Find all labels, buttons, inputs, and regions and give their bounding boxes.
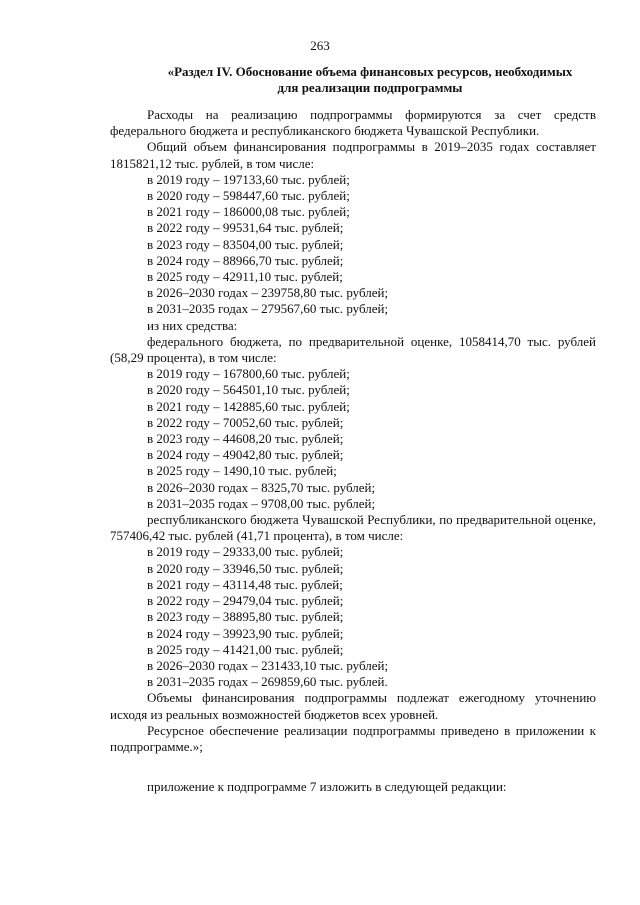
list-item: в 2026–2030 годах – 239758,80 тыс. рублей; [147,285,389,301]
list-item: в 2026–2030 годах – 231433,10 тыс. рублей; [147,657,389,673]
paragraph-federal: федерального бюджета, по предварительной оценке, 1058414,70 тыс. рублей (58,29 процента), в том числе: [110,333,596,366]
paragraph-clarify: Объемы финансирования подпрограммы подлежат ежегодному уточнению исходя из реальных возможностей бюджетов всех уровней. [110,690,596,722]
list-item: в 2024 году – 39923,90 тыс. рублей; [147,625,344,641]
list-item: в 2023 году – 44608,20 тыс. рублей; [147,431,344,447]
paragraph-appendix: приложение к подпрограмме 7 изложить в следующей редакции: [147,779,507,795]
page-number: 263 [310,38,330,53]
list-item: в 2025 году – 42911,10 тыс. рублей; [147,269,343,285]
list-item: в 2025 году – 1490,10 тыс. рублей; [147,463,337,479]
heading-line-1: «Раздел IV. Обоснование объема финансовых ресурсов, необходимых [167,64,573,79]
list-item: в 2024 году – 88966,70 тыс. рублей; [147,252,344,268]
total-years-list [110,172,596,318]
list-item: в 2026–2030 годах – 8325,70 тыс. рублей; [147,479,376,495]
republic-years-list [110,544,596,690]
list-item: в 2019 году – 167800,60 тыс. рублей; [147,366,350,382]
heading-line-2: для реализации подпрограммы [277,80,463,95]
list-item: в 2023 году – 38895,80 тыс. рублей; [147,609,344,625]
list-item: в 2020 году – 598447,60 тыс. рублей; [147,188,350,204]
federal-years-list [110,366,596,512]
list-item: в 2020 году – 33946,50 тыс. рублей; [147,560,344,576]
list-item: в 2021 году – 142885,60 тыс. рублей; [147,398,350,414]
list-item: в 2022 году – 70052,60 тыс. рублей; [147,414,344,430]
paragraph-total: Общий объем финансирования подпрограммы в 2019–2035 годах составляет 1815821,12 тыс. рублей, в том числе: [110,139,596,171]
spacer [110,755,596,779]
list-item: в 2021 году – 186000,08 тыс. рублей; [147,204,350,220]
list-item: в 2024 году – 49042,80 тыс. рублей; [147,447,344,463]
list-item: в 2022 году – 29479,04 тыс. рублей; [147,593,344,609]
list-item: в 2022 году – 99531,64 тыс. рублей; [147,220,344,236]
list-item: в 2031–2035 годах – 279567,60 тыс. рублей; [147,301,389,317]
section-heading [146,64,594,96]
list-item: в 2021 году – 43114,48 тыс. рублей; [147,576,343,592]
list-item: в 2031–2035 годах – 9708,00 тыс. рублей; [147,495,376,511]
list-item: в 2020 году – 564501,10 тыс. рублей; [147,382,350,398]
list-item: в 2031–2035 годах – 269859,60 тыс. рублей. [147,674,388,690]
paragraph-intro: Расходы на реализацию подпрограммы формируются за счет средств федерального бюджета и республиканского бюджета Чувашской Республики. [110,107,596,139]
list-item: в 2023 году – 83504,00 тыс. рублей; [147,236,344,252]
document-body [110,107,596,795]
list-item: в 2025 году – 41421,00 тыс. рублей; [147,641,344,657]
from-them-line: из них средства: [147,317,238,333]
list-item: в 2019 году – 29333,00 тыс. рублей; [147,544,344,560]
paragraph-resource: Ресурсное обеспечение реализации подпрограммы приведено в приложении к подпрограмме.»; [110,722,596,754]
paragraph-republic: республиканского бюджета Чувашской Республики, по предварительной оценке, 757406,42 тыс. рублей (41,71 процента), в том числе: [110,512,596,544]
list-item: в 2019 году – 197133,60 тыс. рублей; [147,171,350,187]
